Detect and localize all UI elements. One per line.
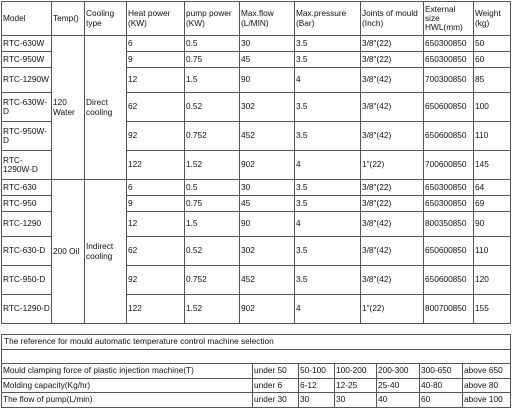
reference-label-cell: Mould clamping force of plastic injection machine(T) bbox=[2, 364, 253, 379]
spec-cell: 145 bbox=[474, 151, 511, 180]
model-cell: RTC-1290W-D bbox=[2, 151, 52, 180]
model-cell: RTC-1290 bbox=[2, 212, 52, 237]
spec-cell: 3.5 bbox=[295, 93, 361, 122]
spec-cell: 452 bbox=[240, 266, 295, 295]
spec-cell: 9 bbox=[127, 52, 185, 68]
spec-cell: 3/8"(42) bbox=[361, 212, 424, 237]
spec-cell: 4 bbox=[295, 295, 361, 324]
model-cell: RTC-950W bbox=[2, 52, 52, 68]
spec-cell: 85 bbox=[474, 68, 511, 93]
spec-cell: 120 bbox=[474, 266, 511, 295]
spec-cell: 155 bbox=[474, 295, 511, 324]
spec-cell: 30 bbox=[240, 36, 295, 52]
spec-cell: 3.5 bbox=[295, 266, 361, 295]
spec-header-cell: Joints of mould (Inch) bbox=[361, 2, 424, 36]
spec-cell: 3/8"(42) bbox=[361, 237, 424, 266]
spec-cell: 902 bbox=[240, 295, 295, 324]
reference-value-cell: under 50 bbox=[253, 364, 299, 379]
spec-cell: 6 bbox=[127, 36, 185, 52]
spec-cell: 122 bbox=[127, 151, 185, 180]
spec-cell: 69 bbox=[474, 196, 511, 212]
reference-value-cell: 25-40 bbox=[377, 378, 420, 393]
spec-cell: 800700850 bbox=[424, 295, 474, 324]
spec-cell: 0.752 bbox=[185, 266, 240, 295]
spec-cell: 1"(22) bbox=[361, 295, 424, 324]
spec-cell: 12 bbox=[127, 68, 185, 93]
spec-cell: 64 bbox=[474, 180, 511, 196]
spec-cell: 650600850 bbox=[424, 237, 474, 266]
spec-cell: 650600850 bbox=[424, 93, 474, 122]
spec-cell: 1"(22) bbox=[361, 151, 424, 180]
spec-cell: 3/8"(22) bbox=[361, 36, 424, 52]
spec-cell: 0.75 bbox=[185, 196, 240, 212]
spec-row bbox=[2, 180, 511, 196]
spec-cell: 0.52 bbox=[185, 237, 240, 266]
model-cell: RTC-630-D bbox=[2, 237, 52, 266]
temperature-cell: 200 Oil bbox=[52, 180, 85, 324]
spec-cell: 110 bbox=[474, 122, 511, 151]
spec-cell: 3/8"(42) bbox=[361, 68, 424, 93]
reference-value-cell: above 100 bbox=[463, 393, 511, 408]
spec-cell: 60 bbox=[474, 52, 511, 68]
model-cell: RTC-630W bbox=[2, 36, 52, 52]
spec-cell: 3.5 bbox=[295, 196, 361, 212]
selection-reference-table bbox=[1, 334, 511, 408]
spec-header-cell: Heat power (KW) bbox=[127, 2, 185, 36]
reference-row bbox=[2, 364, 511, 379]
spec-cell: 100 bbox=[474, 93, 511, 122]
cooling-type-cell: Direct cooling bbox=[85, 36, 127, 180]
spec-cell: 3/8"(22) bbox=[361, 180, 424, 196]
spec-cell: 452 bbox=[240, 122, 295, 151]
spec-cell: 110 bbox=[474, 237, 511, 266]
spec-header-row bbox=[2, 2, 511, 36]
spec-cell: 3.5 bbox=[295, 52, 361, 68]
reference-title-row bbox=[2, 335, 511, 350]
reference-value-cell: 100-200 bbox=[335, 364, 377, 379]
spec-cell: 92 bbox=[127, 266, 185, 295]
spec-cell: 800350850 bbox=[424, 212, 474, 237]
spec-header-cell: Weight (kg) bbox=[474, 2, 511, 36]
spec-cell: 3.5 bbox=[295, 180, 361, 196]
reference-value-cell: 6-12 bbox=[299, 378, 335, 393]
reference-label-cell: The flow of pump(L/min) bbox=[2, 393, 253, 408]
spec-cell: 1.5 bbox=[185, 68, 240, 93]
spec-cell: 3/8"(22) bbox=[361, 52, 424, 68]
spec-header-cell: Max.flow (L/MIN) bbox=[240, 2, 295, 36]
spec-header-cell: Model bbox=[2, 2, 52, 36]
spec-cell: 700300850 bbox=[424, 68, 474, 93]
spec-cell: 45 bbox=[240, 196, 295, 212]
spec-cell: 1.52 bbox=[185, 295, 240, 324]
spec-cell: 9 bbox=[127, 196, 185, 212]
spec-cell: 1.5 bbox=[185, 212, 240, 237]
spec-cell: 4 bbox=[295, 151, 361, 180]
spec-cell: 3/8"(42) bbox=[361, 266, 424, 295]
reference-value-cell: 50-100 bbox=[299, 364, 335, 379]
spec-header-cell: Cooling type bbox=[85, 2, 127, 36]
spec-header-cell: External size HWL(mm) bbox=[424, 2, 474, 36]
temperature-cell: 120 Water bbox=[52, 36, 85, 180]
reference-value-cell: 40-80 bbox=[420, 378, 463, 393]
reference-title: The reference for mould automatic temperature control machine selection bbox=[2, 335, 511, 350]
spec-cell: 45 bbox=[240, 52, 295, 68]
spec-header-cell: pump power (KW) bbox=[185, 2, 240, 36]
spec-cell: 3/8"(42) bbox=[361, 122, 424, 151]
spec-cell: 12 bbox=[127, 212, 185, 237]
reference-row bbox=[2, 378, 511, 393]
model-cell: RTC-950W-D bbox=[2, 122, 52, 151]
spec-cell: 650300850 bbox=[424, 36, 474, 52]
spacer-cell bbox=[2, 349, 511, 364]
spec-cell: 650300850 bbox=[424, 52, 474, 68]
spec-cell: 0.75 bbox=[185, 52, 240, 68]
spec-cell: 302 bbox=[240, 93, 295, 122]
spec-cell: 62 bbox=[127, 237, 185, 266]
spec-cell: 902 bbox=[240, 151, 295, 180]
reference-value-cell: 40 bbox=[377, 393, 420, 408]
spec-cell: 3.5 bbox=[295, 237, 361, 266]
spec-cell: 4 bbox=[295, 212, 361, 237]
reference-value-cell: 200-300 bbox=[377, 364, 420, 379]
reference-value-cell: above 80 bbox=[463, 378, 511, 393]
spec-cell: 122 bbox=[127, 295, 185, 324]
model-cell: RTC-630W-D bbox=[2, 93, 52, 122]
spec-row bbox=[2, 36, 511, 52]
model-cell: RTC-1290-D bbox=[2, 295, 52, 324]
spec-cell: 6 bbox=[127, 180, 185, 196]
model-cell: RTC-630 bbox=[2, 180, 52, 196]
reference-spacer-row bbox=[2, 349, 511, 364]
spec-cell: 650300850 bbox=[424, 180, 474, 196]
reference-value-cell: 30 bbox=[299, 393, 335, 408]
model-cell: RTC-950 bbox=[2, 196, 52, 212]
reference-value-cell: above 650 bbox=[463, 364, 511, 379]
spec-cell: 50 bbox=[474, 36, 511, 52]
spec-cell: 3.5 bbox=[295, 122, 361, 151]
spec-cell: 92 bbox=[127, 122, 185, 151]
spec-cell: 4 bbox=[295, 68, 361, 93]
spec-cell: 3/8"(42) bbox=[361, 93, 424, 122]
spec-cell: 0.5 bbox=[185, 180, 240, 196]
spec-cell: 90 bbox=[240, 68, 295, 93]
spec-cell: 0.52 bbox=[185, 93, 240, 122]
model-cell: RTC-950-D bbox=[2, 266, 52, 295]
spec-cell: 700600850 bbox=[424, 151, 474, 180]
reference-value-cell: 300-650 bbox=[420, 364, 463, 379]
spec-cell: 90 bbox=[240, 212, 295, 237]
specification-table bbox=[1, 1, 511, 324]
reference-value-cell: under 30 bbox=[253, 393, 299, 408]
spec-header-cell: Temp() bbox=[52, 2, 85, 36]
reference-value-cell: 60 bbox=[420, 393, 463, 408]
spec-cell: 302 bbox=[240, 237, 295, 266]
reference-value-cell: 30 bbox=[335, 393, 377, 408]
spec-cell: 90 bbox=[474, 212, 511, 237]
spec-cell: 3/8"(22) bbox=[361, 196, 424, 212]
spec-header-cell: Max.pressure (Bar) bbox=[295, 2, 361, 36]
spec-cell: 30 bbox=[240, 180, 295, 196]
spec-cell: 650600850 bbox=[424, 122, 474, 151]
reference-value-cell: 12-25 bbox=[335, 378, 377, 393]
spec-cell: 650300850 bbox=[424, 196, 474, 212]
spec-cell: 650600850 bbox=[424, 266, 474, 295]
reference-value-cell: under 6 bbox=[253, 378, 299, 393]
spec-cell: 62 bbox=[127, 93, 185, 122]
spec-cell: 0.5 bbox=[185, 36, 240, 52]
spec-cell: 3.5 bbox=[295, 36, 361, 52]
spec-cell: 1.52 bbox=[185, 151, 240, 180]
spec-cell: 0.752 bbox=[185, 122, 240, 151]
reference-label-cell: Molding capacity(Kg/hr) bbox=[2, 378, 253, 393]
model-cell: RTC-1290W bbox=[2, 68, 52, 93]
cooling-type-cell: Indirect cooling bbox=[85, 180, 127, 324]
